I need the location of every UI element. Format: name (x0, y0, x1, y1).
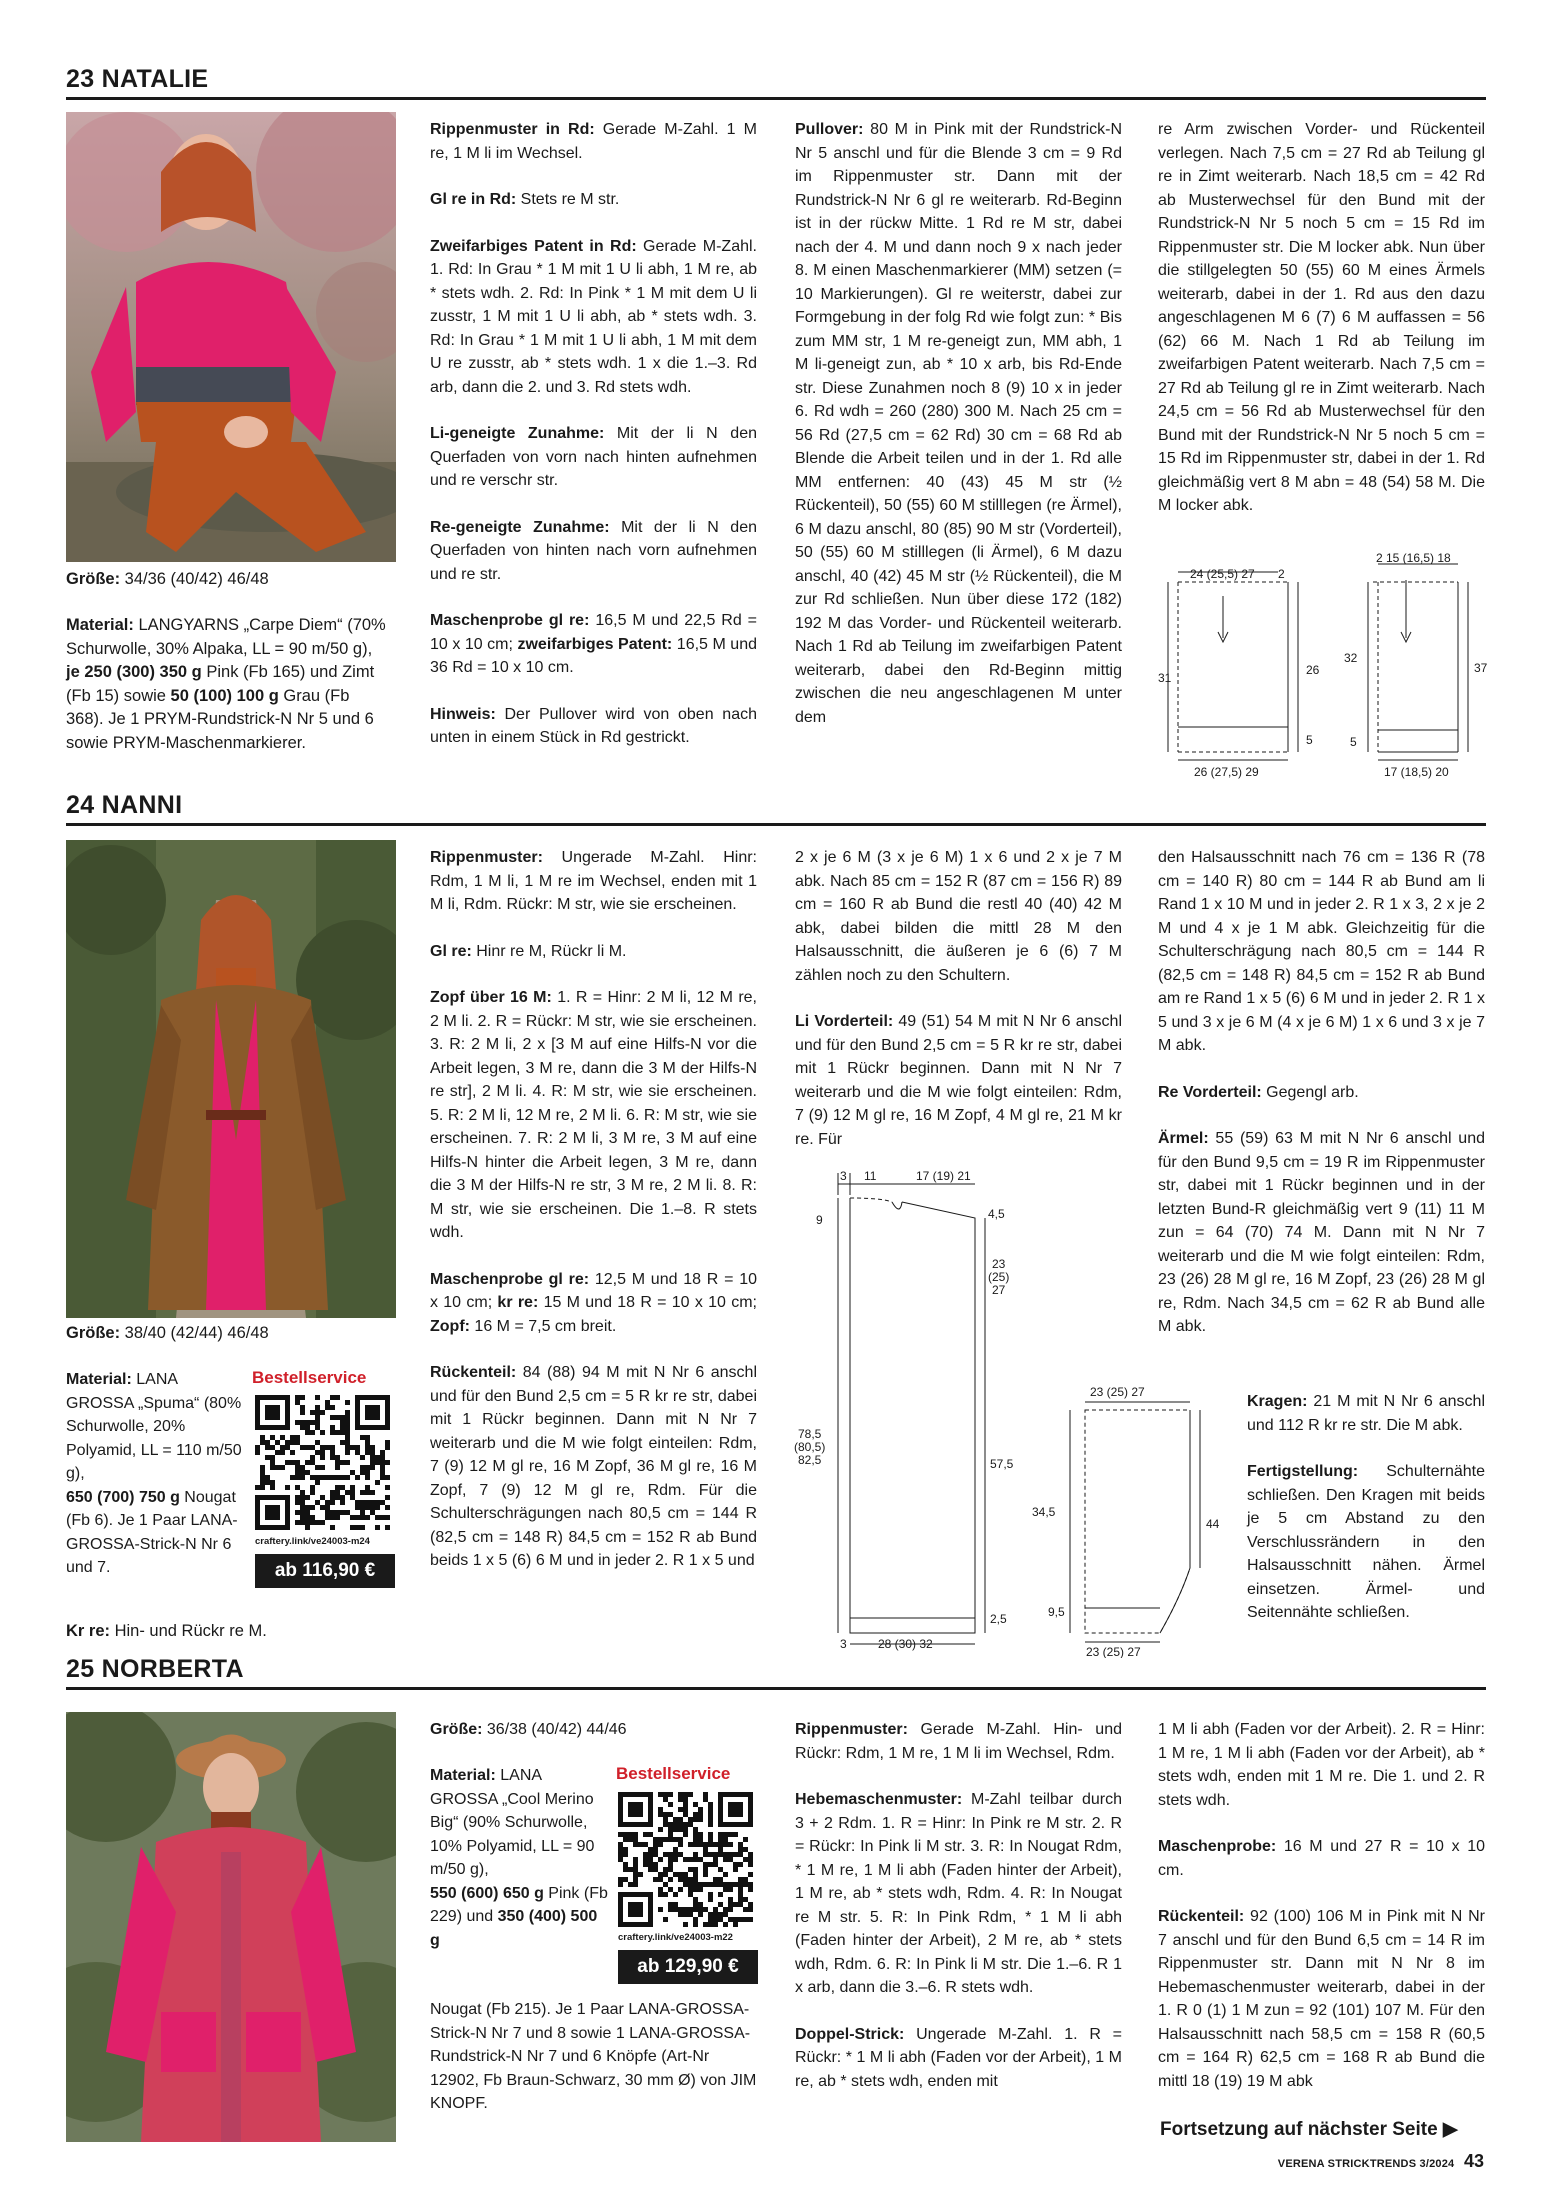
column-25-2 (795, 1718, 1122, 2093)
paragraph: Maschenprobe gl re: 16,5 M und 22,5 Rd = 10 x 10 cm; zweifarbiges Patent: 16,5 M und 36 Rd = 10 x 10 cm. (430, 612, 758, 676)
dim-label: 3 (840, 1637, 847, 1651)
dim-label: 34,5 (1032, 1505, 1056, 1519)
size-line-23: Größe: 34/36 (40/42) 46/48 (66, 570, 269, 588)
size-line-24: Größe: 38/40 (42/44) 46/48 (66, 1324, 269, 1342)
dim-label: 2 (1376, 552, 1383, 565)
column-24-3b (1247, 1390, 1485, 1625)
qr-code[interactable] (618, 1792, 753, 1927)
schematic-24-front (790, 1168, 1030, 1658)
dim-label: 17 (19) 21 (916, 1169, 971, 1183)
material-25-b: Nougat (Fb 215). Je 1 Paar LANA-GROSSA-Strick-N Nr 7 und 8 sowie 1 LANA-GROSSA-Rundstrick-N Nr 7 und 6 Knöpfe (Art-Nr 12902, Fb Braun-Schwarz, 30 mm Ø) von JIM KNOPF. (430, 2001, 757, 2112)
price-badge[interactable]: ab 116,90 € (255, 1554, 395, 1588)
dim-label: 4,5 (988, 1207, 1005, 1221)
paragraph: Gl re: Hinr re M, Rückr li M. (430, 942, 627, 960)
dim-label: 26 (1306, 663, 1320, 677)
dim-label: 26 (27,5) 29 (1194, 765, 1259, 779)
section-header-23 (66, 62, 1486, 100)
paragraph: Rückenteil: 92 (100) 106 M in Pink mit N Nr 7 anschl und für den Bund 6,5 cm = 14 R im Rippenmuster str. Dann mit N Nr 8 im Hebemaschenmuster weiterarb, dabei in der 1. R 0 (1) 1 M zun = 92 (101) 107 M. Für den Halsausschnitt nach 58,5 cm = 158 R (60,5 cm = 164 R) 62,5 cm = 168 R ab Bund die mittl 18 (19) 19 M abk (1158, 1908, 1485, 2090)
dim-label: 9,5 (1048, 1605, 1065, 1619)
text-23-3: re Arm zwischen Vorder- und Rückenteil verlegen. Nach 7,5 cm = 27 Rd ab Teilung gl re in Zimt weiterarb. Nach 18,5 cm = 42 Rd ab Musterwechsel für den Bund mit der Rundstrick-N Nr 5 noch 5 cm = 15 Rd im Rippenmuster str. Die M locker abk. Nun über die stillgelegten 50 (55) 60 M eines Ärmels weiterarb, dabei in der 1. Rd aus den dazu angeschlagenen M 6 (7) 6 M auffassen = 56 (62) 66 M. Nach 1 Rd ab Teilung im zweifarbigen Patent weiterarb. Nach 7,5 cm = 27 Rd ab Teilung gl re in Zimt weiterarb. Nach 24,5 cm = 56 Rd ab Musterwechsel für den Bund mit der Rundstrick-N Nr 5 noch 5 cm = 15 Rd im Rippenmuster str, dabei in der 1. Rd gleichmäßig vert 8 M abn = 48 (54) 58 M. Die M locker abk. (1158, 121, 1485, 514)
section-title: 25 NORBERTA (66, 1655, 244, 1683)
column-25-3 (1158, 1718, 1485, 2093)
material-25-a: Material: LANA GROSSA „Cool Merino Big“ (90% Schurwolle, 10% Polyamid, LL = 90 m/50 g), 550 (600) 650 g Pink (Fb 229) und 350 (400) 500 g (430, 1767, 608, 1949)
dim-label: 23 (25) 27 (1090, 1385, 1145, 1399)
continue-note[interactable]: Fortsetzung auf nächster Seite ▶ (1160, 2119, 1458, 2140)
price-badge[interactable]: ab 129,90 € (618, 1950, 758, 1984)
material-23: Material: LANGYARNS „Carpe Diem“ (70% Schurwolle, 30% Alpaka, LL = 90 m/50 g), je 250 (300) 350 g Pink (Fb 165) und Zimt (Fb 15) sowie 50 (100) 100 g Grau (Fb 368). Je 1 PRYM-Rundstrick-N Nr 5 und 6 sowie PRYM-Maschenmarkierer. (66, 616, 386, 752)
dim-label: (80,5) (794, 1440, 826, 1454)
column-23-3 (1158, 118, 1485, 518)
page-number: 43 (1463, 2151, 1484, 2171)
paragraph: Fertigstellung: Schulternähte schließen. Den Kragen mit beids je 5 cm Abstand zu den Verschlussrändern in den Halsausschnitt nähen. Ärmel einsetzen. Ärmel- und Seitennähte schließen. (1247, 1463, 1485, 1621)
dim-label: 78,5 (798, 1427, 822, 1441)
photo-natalie (66, 112, 396, 562)
krre-24: Kr re: Hin- und Rückr re M. (66, 1622, 267, 1640)
paragraph: Gl re in Rd: Stets re M str. (430, 191, 620, 208)
qr-code[interactable] (255, 1395, 390, 1530)
dim-label: 2,5 (990, 1612, 1007, 1626)
dim-label: 17 (18,5) 20 (1384, 765, 1449, 779)
order-service-label: Bestellservice (252, 1368, 367, 1387)
paragraph: Re-geneigte Zunahme: Mit der li N den Querfaden von hinten nach vorn aufnehmen und re str. (430, 518, 757, 583)
photo-nanni (66, 840, 396, 1318)
text-24-2: 2 x je 6 M (3 x je 6 M) 1 x 6 und 2 x je 7 M abk. Nach 85 cm = 152 R (87 cm = 156 R) 89 cm = 160 R ab Bund die restl 40 (40) 42 M abk, dabei bilden die mittl 28 M den Halsausschnitt, die äußeren je 6 (6) 7 M zählen noch zu den Schultern. (795, 849, 1122, 984)
schematic-24-sleeve (1030, 1378, 1230, 1658)
section-header-24 (66, 788, 1486, 826)
photo-norberta (66, 1712, 396, 2142)
column-24-3 (1158, 846, 1485, 1339)
column-24-1 (430, 846, 757, 1573)
paragraph: Rippenmuster: Ungerade M-Zahl. Hinr: Rdm, 1 M li, 1 M re im Wechsel, enden mit 1 M li, Rdm. Rückr: M str, wie sie erscheinen. (430, 849, 757, 913)
material-24: Material: LANA GROSSA „Spuma“ (80% Schurwolle, 20% Polyamid, LL = 110 m/50 g), 650 (700) 750 g Nougat (Fb 6). Je 1 Paar LANA-GROSSA-Strick-N Nr 6 und 7. (66, 1371, 242, 1576)
dim-label: 23 (992, 1257, 1006, 1271)
text-24-2b: Li Vorderteil: 49 (51) 54 M mit N Nr 6 anschl und für den Bund 2,5 cm = 5 R kr re str, dabei mit 1 Rückr beginnen. Dann mit N Nr 7 weiterarb und die M wie folgt einteilen: Rdm, 7 (9) 12 M gl re, 16 M Zopf, 4 M gl re, 21 M kr re. Für (795, 1013, 1122, 1148)
paragraph: Doppel-Strick: Ungerade M-Zahl. 1. R = Rückr: * 1 M li abh (Faden vor der Arbeit), 1 M re, ab * stets wdh, enden mit (795, 2025, 1122, 2090)
order-service-label: Bestellservice (616, 1764, 731, 1783)
dim-label: 3 (840, 1169, 847, 1183)
dim-label: 37 (1474, 661, 1488, 675)
qr-link[interactable]: craftery.link/ve24003-m22 (618, 1932, 733, 1943)
dim-label: 9 (816, 1213, 823, 1227)
paragraph: Pullover: 80 M in Pink mit der Rundstrick-N Nr 5 anschl und für die Blende 3 cm = 9 Rd im Rippenmuster str. Dann mit der Rundstrick-N Nr 6 gl re weiterarb. Rd-Beginn ist in der rückw Mitte. 1 Rd re M str, dabei nach der 4. M und dann noch 9 x nach jeder 8. M einen Maschenmarkierer (MM) setzen (= 10 Markierungen). Gl re weiterstr, dabei zur Formgebung in der folg Rd wie folgt zun: * Bis zum MM str, 1 M re-geneigt zun, MM abh, 1 M li-geneigt zun, ab * 10 x arb, bis Rd-Ende str. Diese Zunahmen noch 8 (9) 10 x in jeder 6. Rd wdh = 260 (280) 300 M. Nach 25 cm = 56 Rd (27,5 cm = 62 Rd) 30 cm = 68 Rd ab Blende die Arbeit teilen und in der 1. Rd alle MM entfernen: 40 (43) 45 M str (½ Rückenteil), 50 (55) 60 M stilllegen (re Ärmel), 6 M dazu anschl, 80 (85) 90 M str (Vorderteil), 50 (55) 60 M stilllegen (li Ärmel), 6 M dazu anschl, 40 (42) 45 M str (½ Rückenteil), die M zur Rd schließen. Nun über diese 172 (182) 192 M das Vorder- und Rückenteil weiterarb. Nach 1 Rd ab Teilung im zweifarbigen Patent weiterarb, dabei den Rd-Beginn mittig zwischen die neu angeschlagenen M unter dem (795, 121, 1122, 726)
section-title: 24 NANNI (66, 791, 183, 819)
paragraph: Hebemaschenmuster: M-Zahl teilbar durch 3 + 2 Rdm. 1. R = Hinr: In Pink re M str. 2. R = Rückr: In Pink li M str. 3. R: In Nougat Rdm, * 1 M re, 1 M li abh (Faden hinter der Arbeit), 1 M re, ab * stets wdh, Rdm. 4. R: In Nougat re M str. 5. R: In Pink Rdm, * 1 M li abh (Faden hinter der Arbeit), 2 M re, ab * stets wdh, Rdm. 6. R: In Pink li M str. Die 1.–6. R 1 x arb, dann die 3.–6. R stets wdh. (795, 1791, 1122, 1996)
column-23-2 (795, 118, 1122, 729)
dim-label: 5 (1350, 735, 1357, 749)
section-header-25 (66, 1652, 1486, 1690)
paragraph: Rückenteil: 84 (88) 94 M mit N Nr 6 anschl und für den Bund 2,5 cm = 5 R kr re str, dabei mit 1 Rückr beginnen. Dann mit N Nr 7 weiterarb und die M wie folgt einteilen: Rdm, 7 (9) 12 M gl re, 16 M Zopf, 36 M gl re, 16 M Zopf, 7 (9) 12 M gl re, Rdm. Für die Schulterschrägungen nach 80,5 cm = 144 R (82,5 cm = 148 R) 84,5 cm = 152 R ab Bund beids 1 x 5 (6) 6 M und in jeder 2. R 1 x 5 und (430, 1364, 757, 1569)
dim-label: 15 (16,5) 18 (1386, 552, 1451, 565)
dim-label: 23 (25) 27 (1086, 1645, 1141, 1658)
paragraph: Maschenprobe: 16 M und 27 R = 10 x 10 cm. (1158, 1838, 1485, 1879)
paragraph: Re Vorderteil: Gegengl arb. (1158, 1083, 1359, 1101)
magazine-name: VERENA STRICKTRENDS 3/2024 (1277, 2158, 1455, 2170)
paragraph: Zopf über 16 M: 1. R = Hinr: 2 M li, 12 M re, 2 M li. 2. R = Rückr: M str, wie sie erscheinen. 3. R: 2 M li, 2 x [3 M auf eine Hilfs-N vor die Arbeit legen, 3 M re, dann die 3 M der Hilfs-N re str], 2 M li. 4. R: M str, wie sie erscheinen. 5. R: 2 M li, 12 M re, 2 M li. 6. R: M str, wie sie erscheinen. 7. R: 2 M li, 3 M re, 3 M auf eine Hilfs-N hinter die Arbeit legen, 3 M re, dann die 3 M der Hilfs-N re str, 3 M re, 2 M li. 8. R: M str, wie sie erscheinen. Die 1.–8. R stets wdh. (430, 989, 757, 1241)
paragraph: Maschenprobe gl re: 12,5 M und 18 R = 10 x 10 cm; kr re: 15 M und 18 R = 10 x 10 cm; Zopf: 16 M = 7,5 cm breit. (430, 1270, 758, 1335)
paragraph: Kragen: 21 M mit N Nr 6 anschl und 112 R kr re str. Die M abk. (1247, 1393, 1485, 1434)
paragraph: Li-geneigte Zunahme: Mit der li N den Querfaden von vorn nach hinten aufnehmen und re verschr str. (430, 425, 757, 489)
schematic-23 (1158, 552, 1488, 782)
paragraph: 1 M li abh (Faden vor der Arbeit). 2. R = Hinr: 1 M re, 1 M li abh (Faden vor der Arbeit), ab * stets wdh, enden mit 1 M re. Die 1. und 2. R stets wdh. (1158, 1721, 1485, 1809)
dim-label: 82,5 (798, 1453, 822, 1467)
dim-label: 32 (1344, 651, 1358, 665)
dim-label: 27 (992, 1283, 1006, 1297)
dim-label: 5 (1306, 733, 1313, 747)
dim-label: 28 (30) 32 (878, 1637, 933, 1651)
dim-label: 11 (864, 1169, 877, 1183)
qr-link[interactable]: craftery.link/ve24003-m24 (255, 1536, 370, 1547)
column-23-1 (430, 118, 757, 750)
page-footer (1278, 2151, 1484, 2172)
section-title: 23 NATALIE (66, 65, 209, 93)
dim-label: 31 (1158, 671, 1172, 685)
dim-label: 44 (1206, 1517, 1220, 1531)
dim-label: 57,5 (990, 1457, 1014, 1471)
column-24-2 (795, 846, 1122, 1151)
dim-label: 2 (1278, 567, 1285, 581)
paragraph: Rippenmuster in Rd: Gerade M-Zahl. 1 M re, 1 M li im Wechsel. (430, 121, 757, 162)
size-line-25: Größe: 36/38 (40/42) 44/46 (430, 1721, 627, 1738)
paragraph: den Halsausschnitt nach 76 cm = 136 R (78 cm = 140 R) 80 cm = 144 R ab Bund am li Rand 1 x 10 M und in jeder 2. R 1 x 3, 2 x je 2 M und 4 x je 1 M abk. Gleichzeitig für die Schulterschrägung nach 80,5 cm = 144 R (82,5 cm = 148 R) 84,5 cm = 152 R ab Bund am re Rand 1 x 5 (6) 6 M und in jeder 2. R 1 x 5 und 3 x je 6 M (4 x je 6 M) 1 x 6 und 3 x je 7 M abk. (1158, 849, 1485, 1054)
paragraph: Ärmel: 55 (59) 63 M mit N Nr 6 anschl und für den Bund 9,5 cm = 19 R im Rippenmuster str, dabei mit 1 Rückr beginnen und in der letzten Bund-R gleichmäßig vert 9 (11) 11 M zun = 64 (70) 74 M. Dann mit N Nr 7 weiterarb und die M wie folgt einteilen: Rdm, 23 (26) 28 M gl re, 16 M Zopf, 23 (26) 28 M gl re, Rdm. Nach 34,5 cm = 62 R ab Bund alle M abk. (1158, 1130, 1485, 1335)
dim-label: (25) (988, 1270, 1010, 1284)
dim-label: 24 (25,5) 27 (1190, 567, 1255, 581)
paragraph: Rippenmuster: Gerade M-Zahl. Hin- und Rückr: Rdm, 1 M re, 1 M li im Wechsel, Rdm. (795, 1721, 1122, 1762)
paragraph: Hinweis: Der Pullover wird von oben nach unten in einem Stück in Rd gestrickt. (430, 705, 757, 746)
paragraph: Zweifarbiges Patent in Rd: Gerade M-Zahl. 1. Rd: In Grau * 1 M mit 1 U li abh, 1 M re, ab * stets wdh. 2. Rd: In Pink * 1 M mit dem U li zusstr, 1 M mit 1 U li abh, ab * stets wdh. 3. Rd: In Grau * 1 M mit 1 U li abh, 1 M mit dem U re zusstr, ab * stets wdh. 1 x die 1.–3. Rd arb, dann die 2. und 3. Rd stets wdh. (430, 237, 757, 396)
